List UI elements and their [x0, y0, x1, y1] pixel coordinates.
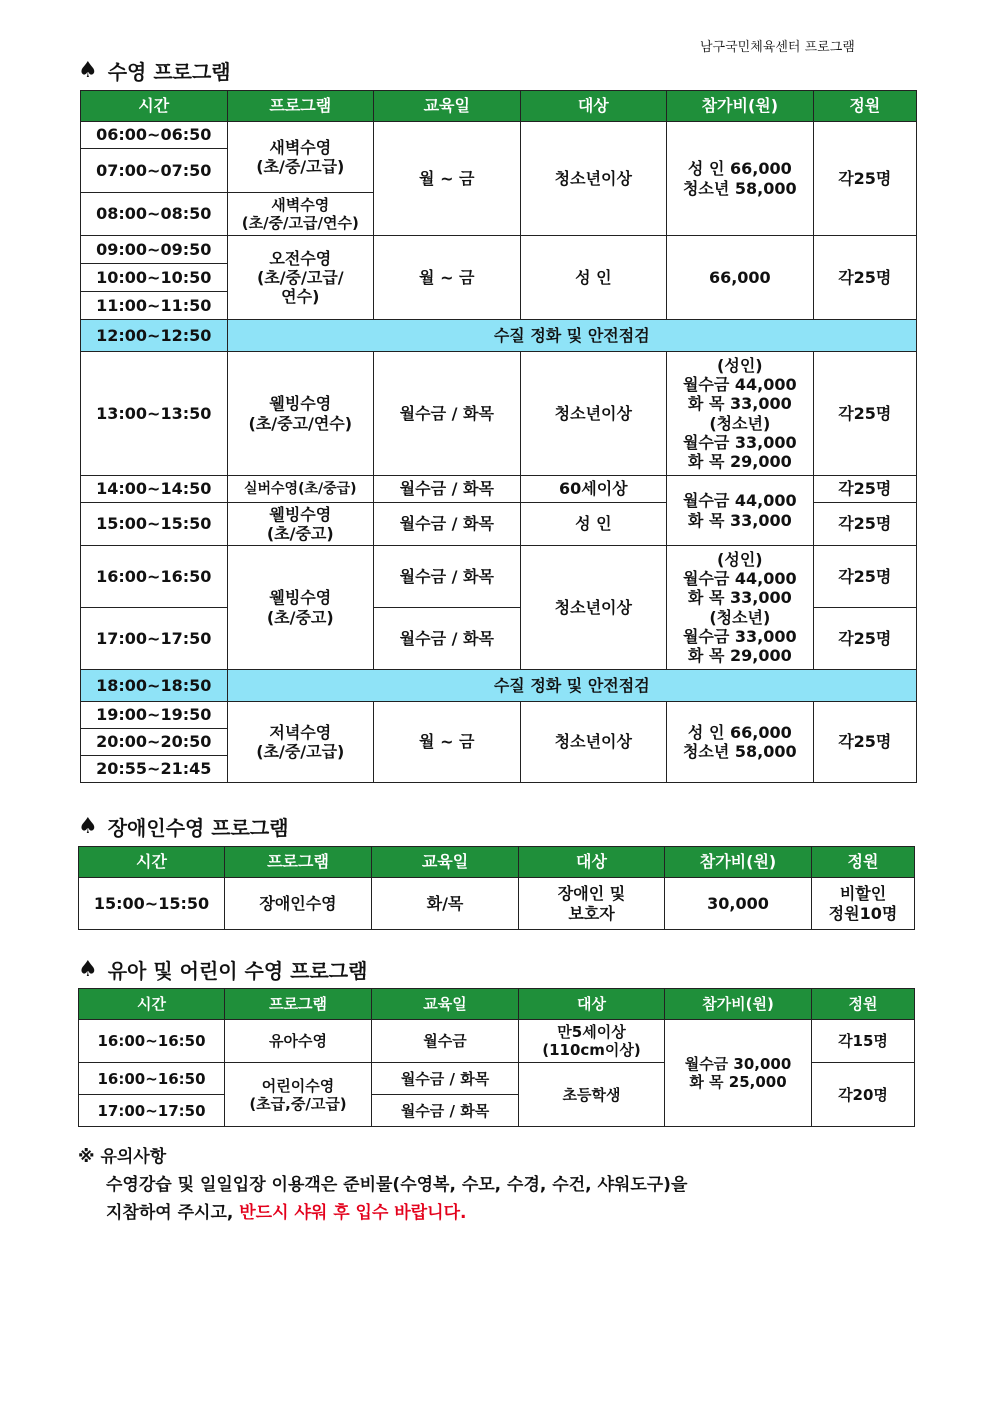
- time-cell: 20:00~20:50: [81, 729, 228, 756]
- header-capacity: 정원: [812, 989, 915, 1020]
- time-cell: 09:00~09:50: [81, 236, 228, 264]
- program-cell: 장애인수영: [225, 878, 372, 930]
- header-note: 남구국민체육센터 프로그램: [700, 40, 855, 55]
- section-title-text: 유아 및 어린이 수영 프로그램: [107, 959, 368, 983]
- program-cell: 웰빙수영 (초/중고): [227, 546, 374, 670]
- fee-cell: 66,000: [667, 236, 814, 320]
- capacity-cell: 각25명: [813, 476, 916, 503]
- section-title-disabled: [78, 812, 289, 841]
- day-cell: 월수금: [372, 1020, 519, 1063]
- time-cell: 14:00~14:50: [81, 476, 228, 503]
- swim-program-table: [80, 90, 917, 783]
- time-cell: 07:00~07:50: [81, 149, 228, 193]
- capacity-cell: 각25명: [813, 546, 916, 608]
- header-program: 프로그램: [225, 847, 372, 878]
- fee-cell: 월수금 30,000 화 목 25,000: [665, 1020, 812, 1127]
- maintenance-cell: 수질 정화 및 안전점검: [227, 670, 916, 702]
- day-cell: 월수금 / 화목: [374, 352, 521, 476]
- program-cell: 웰빙수영 (초/중고): [227, 503, 374, 546]
- spade-icon: ♠: [78, 58, 98, 83]
- fee-cell: 성 인 66,000 청소년 58,000: [667, 122, 814, 236]
- capacity-cell: 각20명: [812, 1063, 915, 1127]
- section-title-text: 장애인수영 프로그램: [107, 816, 289, 840]
- program-cell: 어린이수영 (초급,중/고급): [225, 1063, 372, 1127]
- capacity-cell: 비할인 정원10명: [812, 878, 915, 930]
- header-target: 대상: [519, 847, 665, 878]
- day-cell: 월 ~ 금: [374, 122, 521, 236]
- fee-cell: (성인) 월수금 44,000 화 목 33,000 (청소년) 월수금 33,000 화 목 29,000: [667, 352, 814, 476]
- section-title-swim: [78, 56, 231, 85]
- section-title-kids: [78, 955, 367, 984]
- header-day: 교육일: [374, 91, 521, 122]
- fee-cell: 30,000: [665, 878, 812, 930]
- target-cell: 청소년이상: [520, 702, 667, 783]
- day-cell: 월수금 / 화목: [374, 546, 521, 608]
- program-cell: 저녁수영 (초/중/고급): [227, 702, 374, 783]
- header-time: 시간: [79, 989, 225, 1020]
- header-time: 시간: [81, 91, 228, 122]
- header-program: 프로그램: [227, 91, 374, 122]
- capacity-cell: 각25명: [813, 503, 916, 546]
- notes-line1: 수영강습 및 일일입장 이용객은 준비물(수영복, 수모, 수경, 수건, 샤워도구)을: [106, 1175, 688, 1195]
- time-cell: 17:00~17:50: [81, 608, 228, 670]
- day-cell: 월수금 / 화목: [374, 503, 521, 546]
- target-cell: 초등학생: [519, 1063, 665, 1127]
- maintenance-cell: 수질 정화 및 안전점검: [227, 320, 916, 352]
- capacity-cell: 각25명: [813, 702, 916, 783]
- program-cell: 오전수영 (초/중/고급/ 연수): [227, 236, 374, 320]
- capacity-cell: 각25명: [813, 352, 916, 476]
- day-cell: 월수금 / 화목: [372, 1095, 519, 1127]
- program-cell: 실버수영(초/중급): [227, 476, 374, 503]
- notes-warning: 반드시 샤워 후 입수 바랍니다.: [239, 1203, 467, 1223]
- target-cell: 청소년이상: [520, 546, 667, 670]
- program-cell: 유아수영: [225, 1020, 372, 1063]
- time-cell: 16:00~16:50: [79, 1020, 225, 1063]
- day-cell: 월수금 / 화목: [374, 608, 521, 670]
- header-day: 교육일: [372, 847, 519, 878]
- day-cell: 월 ~ 금: [374, 702, 521, 783]
- notes-line2-normal: 지참하여 주시고,: [106, 1203, 240, 1223]
- capacity-cell: 각15명: [812, 1020, 915, 1063]
- day-cell: 월 ~ 금: [374, 236, 521, 320]
- time-cell: 16:00~16:50: [79, 1063, 225, 1095]
- time-cell: 06:00~06:50: [81, 122, 228, 149]
- header-program: 프로그램: [225, 989, 372, 1020]
- capacity-cell: 각25명: [813, 608, 916, 670]
- target-cell: 장애인 및 보호자: [519, 878, 665, 930]
- header-fee: 참가비(원): [665, 847, 812, 878]
- capacity-cell: 각25명: [813, 236, 916, 320]
- header-day: 교육일: [372, 989, 519, 1020]
- header-fee: 참가비(원): [667, 91, 814, 122]
- time-cell: 18:00~18:50: [81, 670, 228, 702]
- spade-icon: ♠: [78, 814, 98, 839]
- time-cell: 15:00~15:50: [81, 503, 228, 546]
- time-cell: 10:00~10:50: [81, 264, 228, 292]
- time-cell: 15:00~15:50: [79, 878, 225, 930]
- target-cell: 청소년이상: [520, 352, 667, 476]
- program-cell: 웰빙수영 (초/중고/연수): [227, 352, 374, 476]
- target-cell: 성 인: [520, 503, 667, 546]
- fee-cell: 성 인 66,000 청소년 58,000: [667, 702, 814, 783]
- time-cell: 08:00~08:50: [81, 193, 228, 236]
- disabled-program-table: [78, 846, 915, 930]
- day-cell: 화/목: [372, 878, 519, 930]
- target-cell: 만5세이상 (110cm이상): [519, 1020, 665, 1063]
- target-cell: 청소년이상: [520, 122, 667, 236]
- target-cell: 60세이상: [520, 476, 667, 503]
- target-cell: 성 인: [520, 236, 667, 320]
- time-cell: 11:00~11:50: [81, 292, 228, 320]
- time-cell: 13:00~13:50: [81, 352, 228, 476]
- kids-program-table: [78, 988, 915, 1127]
- header-capacity: 정원: [812, 847, 915, 878]
- spade-icon: ♠: [78, 957, 98, 982]
- notes-block: [78, 1143, 687, 1227]
- time-cell: 20:55~21:45: [81, 756, 228, 783]
- fee-cell: (성인) 월수금 44,000 화 목 33,000 (청소년) 월수금 33,000 화 목 29,000: [667, 546, 814, 670]
- time-cell: 12:00~12:50: [81, 320, 228, 352]
- section-title-text: 수영 프로그램: [107, 60, 231, 84]
- header-fee: 참가비(원): [665, 989, 812, 1020]
- header-target: 대상: [520, 91, 667, 122]
- header-time: 시간: [79, 847, 225, 878]
- header-capacity: 정원: [813, 91, 916, 122]
- program-cell: 새벽수영 (초/중/고급/연수): [227, 193, 374, 236]
- notes-title: ※ 유의사항: [78, 1147, 167, 1167]
- day-cell: 월수금 / 화목: [374, 476, 521, 503]
- header-target: 대상: [519, 989, 665, 1020]
- time-cell: 17:00~17:50: [79, 1095, 225, 1127]
- fee-cell: 월수금 44,000 화 목 33,000: [667, 476, 814, 546]
- program-cell: 새벽수영 (초/중/고급): [227, 122, 374, 193]
- time-cell: 16:00~16:50: [81, 546, 228, 608]
- day-cell: 월수금 / 화목: [372, 1063, 519, 1095]
- capacity-cell: 각25명: [813, 122, 916, 236]
- time-cell: 19:00~19:50: [81, 702, 228, 729]
- notes-line2: [78, 1199, 687, 1227]
